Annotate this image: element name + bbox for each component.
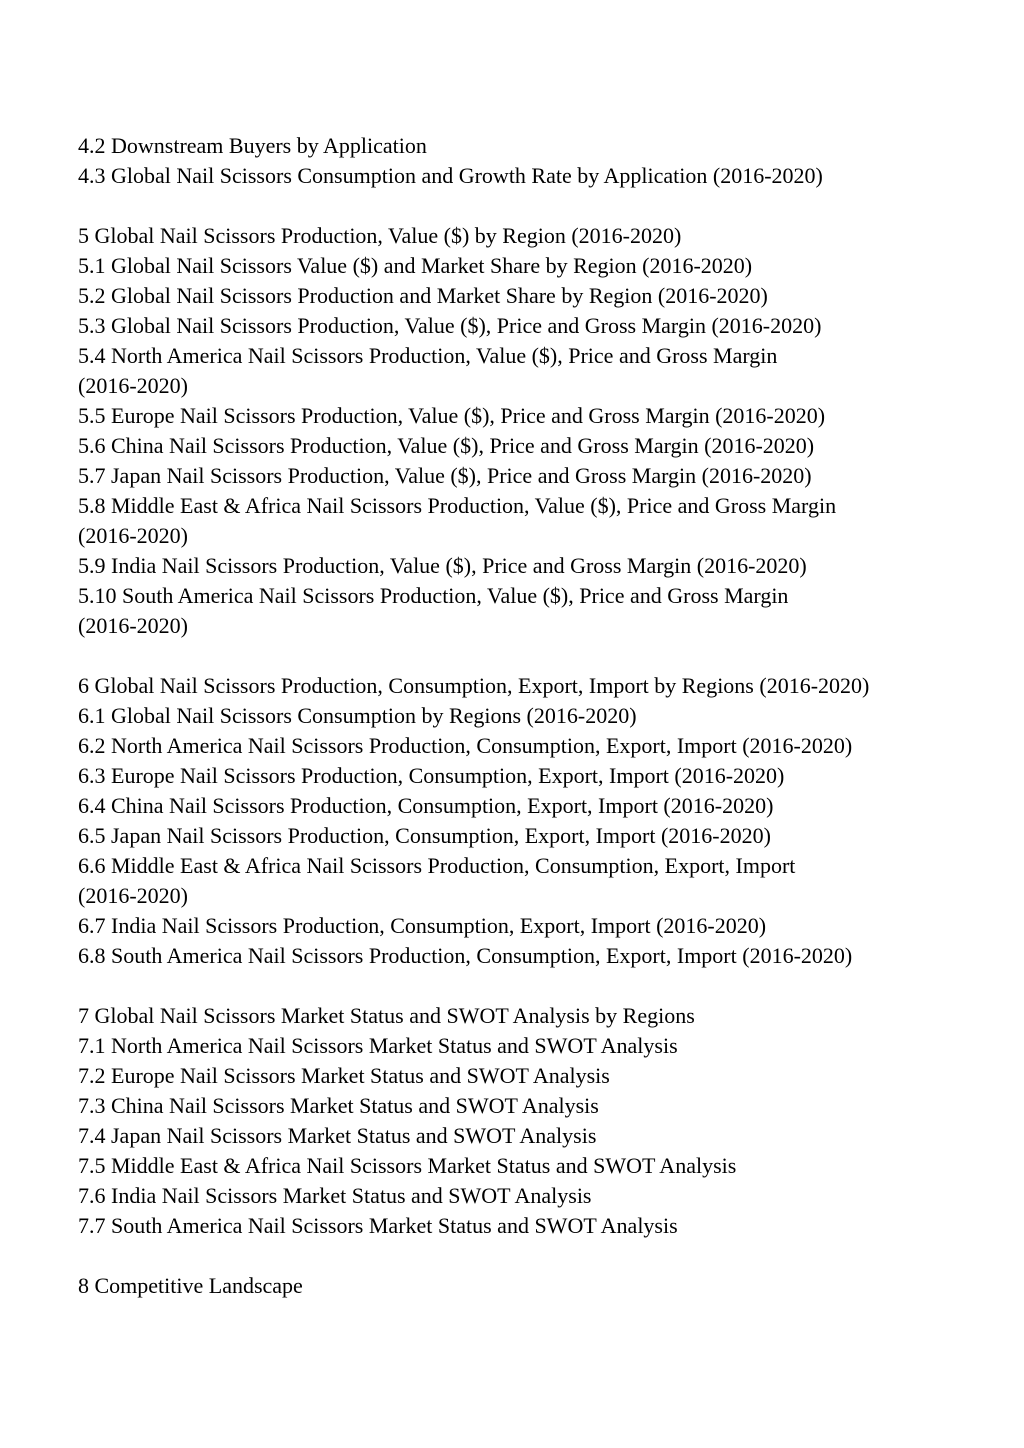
toc-entry: 5.10 South America Nail Scissors Production, Value ($), Price and Gross Margin: [78, 583, 789, 608]
toc-entry: 7.6 India Nail Scissors Market Status and SWOT Analysis: [78, 1183, 592, 1208]
toc-entry: 5.1 Global Nail Scissors Value ($) and Market Share by Region (2016-2020): [78, 253, 753, 278]
toc-entry: 6.8 South America Nail Scissors Production, Consumption, Export, Import (2016-2020): [78, 943, 853, 968]
toc-entry: 5.7 Japan Nail Scissors Production, Value ($), Price and Gross Margin (2016-2020): [78, 463, 812, 488]
toc-entry: 7.2 Europe Nail Scissors Market Status and SWOT Analysis: [78, 1063, 610, 1088]
toc-entry: 6.4 China Nail Scissors Production, Consumption, Export, Import (2016-2020): [78, 793, 774, 818]
toc-entry-continuation: (2016-2020): [78, 613, 188, 638]
toc-entry-continuation: (2016-2020): [78, 883, 188, 908]
toc-entry: 4.2 Downstream Buyers by Application: [78, 133, 427, 158]
toc-entry: 6.3 Europe Nail Scissors Production, Consumption, Export, Import (2016-2020): [78, 763, 785, 788]
toc-entry: 7.5 Middle East & Africa Nail Scissors Market Status and SWOT Analysis: [78, 1153, 737, 1178]
toc-section-5: [78, 221, 978, 641]
toc-entry: 6.2 North America Nail Scissors Production, Consumption, Export, Import (2016-2020): [78, 733, 853, 758]
toc-entry-continuation: (2016-2020): [78, 373, 188, 398]
toc-entry: 5.5 Europe Nail Scissors Production, Value ($), Price and Gross Margin (2016-2020): [78, 403, 826, 428]
toc-entry-continuation: (2016-2020): [78, 523, 188, 548]
document-page: [78, 131, 978, 1331]
toc-heading: 6 Global Nail Scissors Production, Consumption, Export, Import by Regions (2016-2020): [78, 673, 870, 698]
toc-heading: 5 Global Nail Scissors Production, Value ($) by Region (2016-2020): [78, 223, 682, 248]
toc-entry: 5.4 North America Nail Scissors Production, Value ($), Price and Gross Margin: [78, 343, 778, 368]
toc-entry: 7.4 Japan Nail Scissors Market Status and SWOT Analysis: [78, 1123, 597, 1148]
toc-entry: 5.9 India Nail Scissors Production, Value ($), Price and Gross Margin (2016-2020): [78, 553, 807, 578]
toc-entry: 5.8 Middle East & Africa Nail Scissors Production, Value ($), Price and Gross Margin: [78, 493, 837, 518]
toc-entry: 6.7 India Nail Scissors Production, Consumption, Export, Import (2016-2020): [78, 913, 767, 938]
toc-entry: 5.2 Global Nail Scissors Production and Market Share by Region (2016-2020): [78, 283, 768, 308]
toc-entry: 5.6 China Nail Scissors Production, Value ($), Price and Gross Margin (2016-2020): [78, 433, 815, 458]
toc-entry: 6.1 Global Nail Scissors Consumption by Regions (2016-2020): [78, 703, 637, 728]
toc-section-4: [78, 131, 978, 191]
toc-entry: 7.7 South America Nail Scissors Market Status and SWOT Analysis: [78, 1213, 678, 1238]
toc-heading: 7 Global Nail Scissors Market Status and SWOT Analysis by Regions: [78, 1003, 695, 1028]
toc-entry: 6.6 Middle East & Africa Nail Scissors Production, Consumption, Export, Import: [78, 853, 796, 878]
toc-entry: 6.5 Japan Nail Scissors Production, Consumption, Export, Import (2016-2020): [78, 823, 771, 848]
toc-entry: 5.3 Global Nail Scissors Production, Value ($), Price and Gross Margin (2016-2020): [78, 313, 822, 338]
toc-section-6: [78, 671, 978, 971]
toc-heading: 8 Competitive Landscape: [78, 1273, 303, 1298]
toc-entry: 7.1 North America Nail Scissors Market Status and SWOT Analysis: [78, 1033, 678, 1058]
toc-entry: 4.3 Global Nail Scissors Consumption and Growth Rate by Application (2016-2020): [78, 163, 823, 188]
toc-section-7: [78, 1001, 978, 1241]
toc-section-8: [78, 1271, 978, 1301]
toc-entry: 7.3 China Nail Scissors Market Status and SWOT Analysis: [78, 1093, 599, 1118]
